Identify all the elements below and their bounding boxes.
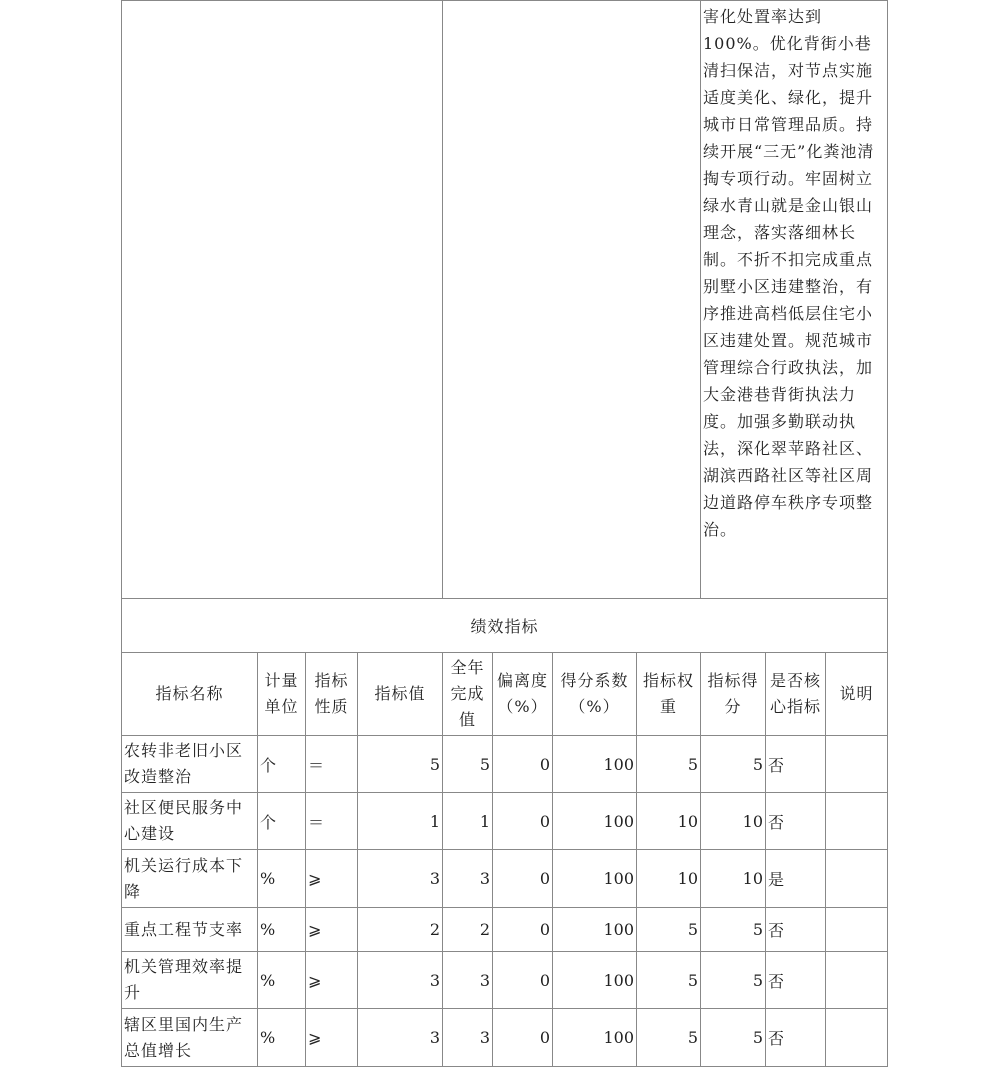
row-weight: 10 [637, 850, 701, 908]
row-nature: ⩾ [306, 1009, 358, 1067]
row-coefficient: 100 [553, 736, 637, 793]
row-name: 农转非老旧小区改造整治 [122, 736, 258, 793]
row-coefficient: 100 [553, 908, 637, 952]
row-nature: ⩾ [306, 850, 358, 908]
row-core: 否 [766, 736, 826, 793]
row-deviation: 0 [493, 1009, 553, 1067]
row-actual: 3 [443, 850, 493, 908]
header-row [122, 653, 888, 736]
table-row [122, 952, 888, 1009]
table-row [122, 850, 888, 908]
row-weight: 5 [637, 952, 701, 1009]
header-actual: 全年完成值 [443, 653, 493, 736]
row-core: 是 [766, 850, 826, 908]
row-unit: % [258, 1009, 306, 1067]
row-name: 机关管理效率提升 [122, 952, 258, 1009]
header-core: 是否核心指标 [766, 653, 826, 736]
row-deviation: 0 [493, 793, 553, 850]
row-deviation: 0 [493, 736, 553, 793]
row-core: 否 [766, 952, 826, 1009]
performance-table [121, 0, 888, 1067]
header-target: 指标值 [358, 653, 443, 736]
header-coefficient: 得分系数（%） [553, 653, 637, 736]
row-actual: 5 [443, 736, 493, 793]
row-target: 3 [358, 952, 443, 1009]
row-target: 3 [358, 850, 443, 908]
row-unit: 个 [258, 793, 306, 850]
header-weight: 指标权重 [637, 653, 701, 736]
row-unit: % [258, 908, 306, 952]
section-title: 绩效指标 [122, 599, 888, 653]
row-score: 5 [701, 736, 766, 793]
row-name: 社区便民服务中心建设 [122, 793, 258, 850]
row-name: 辖区里国内生产总值增长 [122, 1009, 258, 1067]
header-name: 指标名称 [122, 653, 258, 736]
row-coefficient: 100 [553, 1009, 637, 1067]
row-weight: 5 [637, 908, 701, 952]
row-note [826, 850, 888, 908]
blank-cell-left [122, 1, 443, 599]
header-score: 指标得分 [701, 653, 766, 736]
row-actual: 3 [443, 1009, 493, 1067]
header-note: 说明 [826, 653, 888, 736]
section-title-row [122, 599, 888, 653]
row-note [826, 736, 888, 793]
row-coefficient: 100 [553, 793, 637, 850]
row-score: 5 [701, 1009, 766, 1067]
row-unit: % [258, 952, 306, 1009]
row-weight: 5 [637, 736, 701, 793]
row-name: 重点工程节支率 [122, 908, 258, 952]
row-nature: ⩾ [306, 952, 358, 1009]
row-deviation: 0 [493, 850, 553, 908]
row-nature: ＝ [306, 793, 358, 850]
row-unit: % [258, 850, 306, 908]
row-name: 机关运行成本下降 [122, 850, 258, 908]
row-score: 5 [701, 908, 766, 952]
table-row [122, 736, 888, 793]
row-weight: 10 [637, 793, 701, 850]
row-nature: ＝ [306, 736, 358, 793]
header-unit: 计量单位 [258, 653, 306, 736]
row-note [826, 1009, 888, 1067]
row-note [826, 908, 888, 952]
row-coefficient: 100 [553, 952, 637, 1009]
blank-cell-middle [443, 1, 701, 599]
row-unit: 个 [258, 736, 306, 793]
header-deviation: 偏离度（%） [493, 653, 553, 736]
row-target: 1 [358, 793, 443, 850]
row-core: 否 [766, 793, 826, 850]
row-target: 2 [358, 908, 443, 952]
row-deviation: 0 [493, 952, 553, 1009]
row-core: 否 [766, 908, 826, 952]
table-row [122, 908, 888, 952]
row-weight: 5 [637, 1009, 701, 1067]
table-row [122, 1009, 888, 1067]
row-score: 5 [701, 952, 766, 1009]
row-deviation: 0 [493, 908, 553, 952]
description-cell: 害化处置率达到100%。优化背街小巷清扫保洁，对节点实施适度美化、绿化，提升城市日常管理品质。持续开展“三无”化粪池清掏专项行动。牢固树立绿水青山就是金山银山理念，落实落细林长制。不折不扣完成重点别墅小区违建整治，有序推进高档低层住宅小区违建处置。规范城市管理综合行政执法，加大金港巷背街执法力度。加强多勤联动执法，深化翠苹路社区、湖滨西路社区等社区周边道路停车秩序专项整治。 [701, 1, 888, 599]
row-actual: 3 [443, 952, 493, 1009]
description-row [122, 1, 888, 599]
row-core: 否 [766, 1009, 826, 1067]
row-score: 10 [701, 793, 766, 850]
row-note [826, 793, 888, 850]
row-actual: 2 [443, 908, 493, 952]
table-row [122, 793, 888, 850]
row-target: 5 [358, 736, 443, 793]
row-coefficient: 100 [553, 850, 637, 908]
row-target: 3 [358, 1009, 443, 1067]
row-nature: ⩾ [306, 908, 358, 952]
row-note [826, 952, 888, 1009]
row-score: 10 [701, 850, 766, 908]
header-nature: 指标性质 [306, 653, 358, 736]
row-actual: 1 [443, 793, 493, 850]
